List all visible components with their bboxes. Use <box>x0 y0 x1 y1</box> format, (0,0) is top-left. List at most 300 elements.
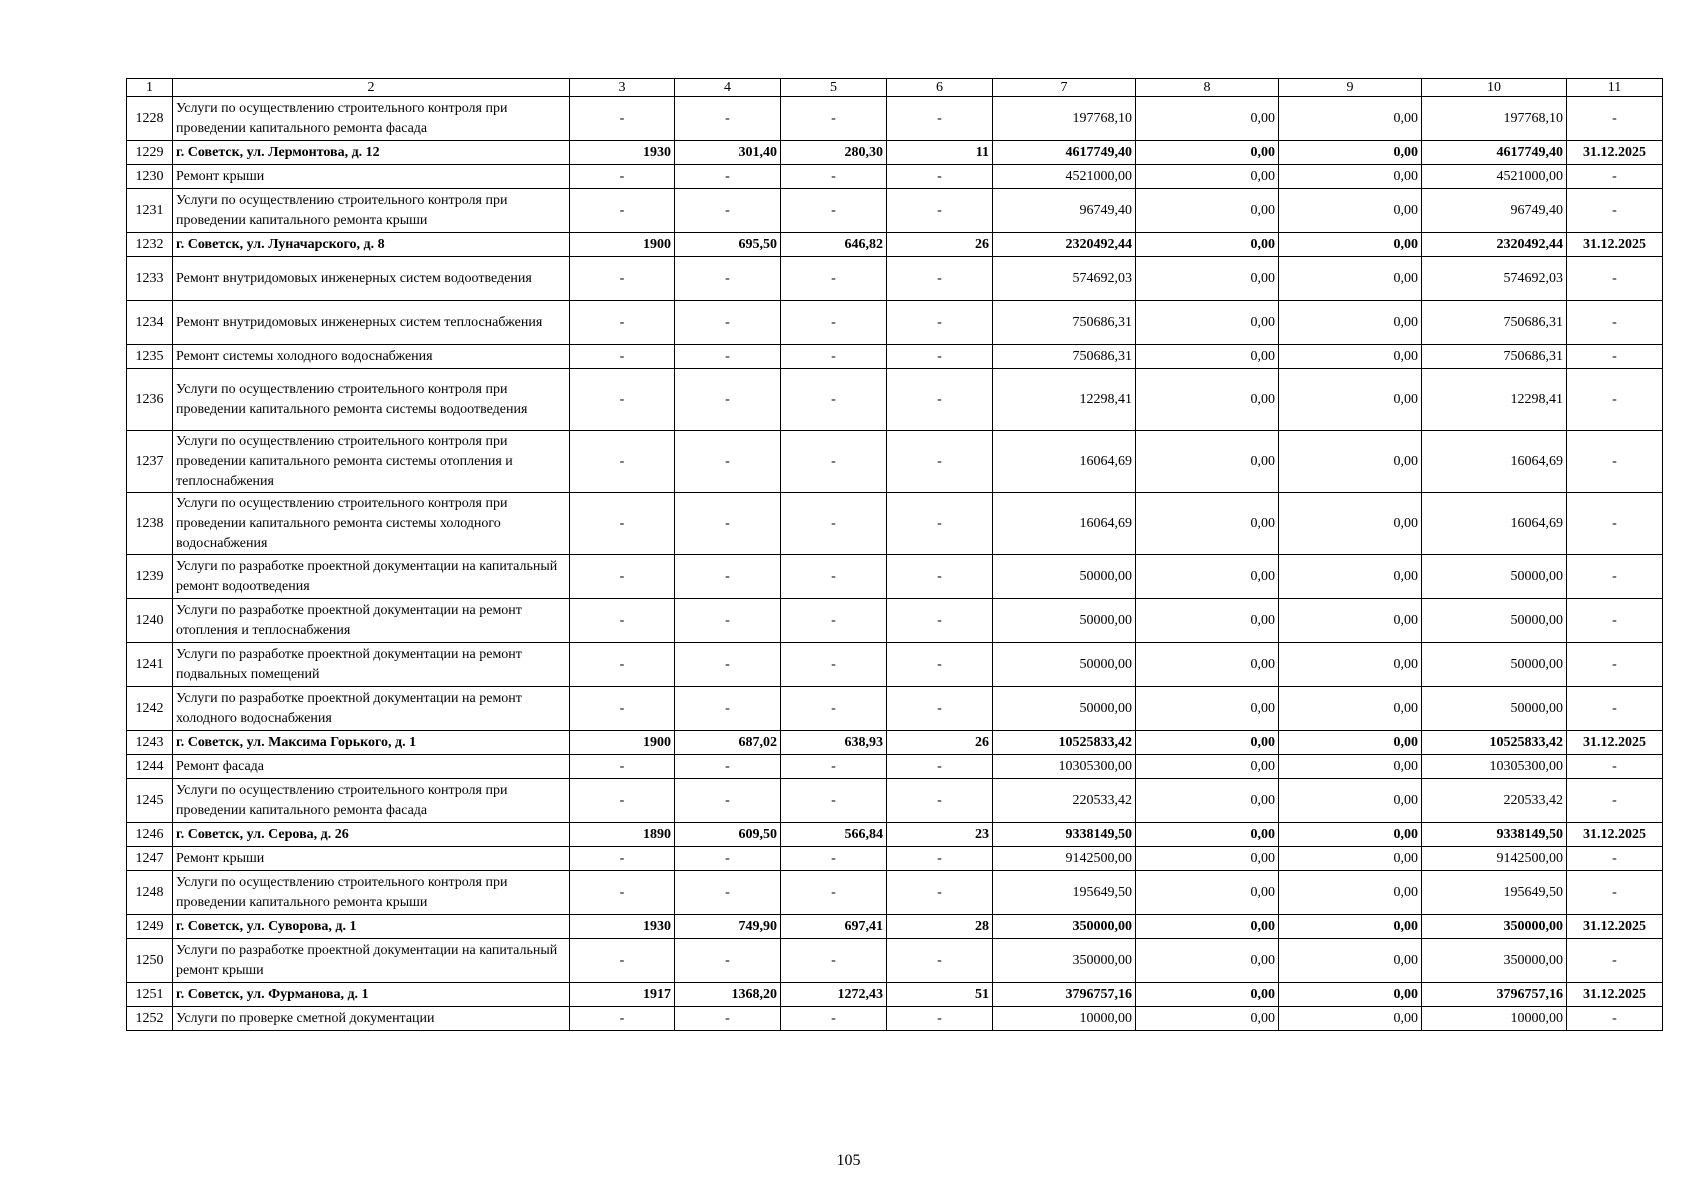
cost-total-cell: 10305300,00 <box>993 755 1136 779</box>
work-row <box>127 97 1663 141</box>
budget-cell: 0,00 <box>1279 779 1422 823</box>
budget-cell: 0,00 <box>1279 731 1422 755</box>
row-number: 1240 <box>127 599 173 643</box>
address-row <box>127 983 1663 1007</box>
owner-funds-cell: 350000,00 <box>1422 939 1567 983</box>
owner-funds-cell: 50000,00 <box>1422 599 1567 643</box>
area-living-cell: - <box>781 599 887 643</box>
cost-total-cell: 220533,42 <box>993 779 1136 823</box>
deadline-cell: 31.12.2025 <box>1567 983 1663 1007</box>
year-cell: 1900 <box>570 731 675 755</box>
budget-cell: 0,00 <box>1279 871 1422 915</box>
row-name: Услуги по разработке проектной документации на ремонт подвальных помещений <box>173 643 570 687</box>
residents-cell: - <box>887 939 993 983</box>
area-total-cell: - <box>675 643 781 687</box>
area-living-cell: - <box>781 871 887 915</box>
work-row <box>127 1007 1663 1031</box>
row-name: Ремонт внутридомовых инженерных систем водоотведения <box>173 257 570 301</box>
row-name: Ремонт системы холодного водоснабжения <box>173 345 570 369</box>
header-cell: 4 <box>675 79 781 97</box>
address-row <box>127 233 1663 257</box>
fund-support-cell: 0,00 <box>1136 731 1279 755</box>
area-total-cell: - <box>675 599 781 643</box>
area-total-cell: - <box>675 847 781 871</box>
row-number: 1229 <box>127 141 173 165</box>
budget-cell: 0,00 <box>1279 687 1422 731</box>
deadline-cell: - <box>1567 755 1663 779</box>
deadline-cell: - <box>1567 847 1663 871</box>
residents-cell: - <box>887 779 993 823</box>
owner-funds-cell: 10305300,00 <box>1422 755 1567 779</box>
fund-support-cell: 0,00 <box>1136 233 1279 257</box>
row-name: г. Советск, ул. Суворова, д. 1 <box>173 915 570 939</box>
year-cell: - <box>570 493 675 555</box>
cost-total-cell: 10525833,42 <box>993 731 1136 755</box>
cost-total-cell: 10000,00 <box>993 1007 1136 1031</box>
owner-funds-cell: 4521000,00 <box>1422 165 1567 189</box>
fund-support-cell: 0,00 <box>1136 599 1279 643</box>
row-name: Услуги по осуществлению строительного контроля при проведении капитального ремонта системы холодного водоснабжения <box>173 493 570 555</box>
area-living-cell: - <box>781 369 887 431</box>
row-number: 1249 <box>127 915 173 939</box>
residents-cell: 51 <box>887 983 993 1007</box>
area-living-cell: - <box>781 301 887 345</box>
row-number: 1232 <box>127 233 173 257</box>
residents-cell: - <box>887 301 993 345</box>
owner-funds-cell: 574692,03 <box>1422 257 1567 301</box>
row-number: 1235 <box>127 345 173 369</box>
residents-cell: - <box>887 257 993 301</box>
row-number: 1246 <box>127 823 173 847</box>
cost-total-cell: 3796757,16 <box>993 983 1136 1007</box>
area-living-cell: - <box>781 687 887 731</box>
residents-cell: 11 <box>887 141 993 165</box>
deadline-cell: - <box>1567 779 1663 823</box>
year-cell: - <box>570 599 675 643</box>
budget-cell: 0,00 <box>1279 493 1422 555</box>
work-row <box>127 301 1663 345</box>
year-cell: - <box>570 431 675 493</box>
address-row <box>127 141 1663 165</box>
cost-total-cell: 16064,69 <box>993 431 1136 493</box>
budget-cell: 0,00 <box>1279 141 1422 165</box>
area-total-cell: 695,50 <box>675 233 781 257</box>
fund-support-cell: 0,00 <box>1136 555 1279 599</box>
budget-cell: 0,00 <box>1279 189 1422 233</box>
area-living-cell: - <box>781 165 887 189</box>
row-number: 1233 <box>127 257 173 301</box>
cost-total-cell: 16064,69 <box>993 493 1136 555</box>
year-cell: - <box>570 687 675 731</box>
row-name: Услуги по осуществлению строительного контроля при проведении капитального ремонта крыши <box>173 189 570 233</box>
owner-funds-cell: 9142500,00 <box>1422 847 1567 871</box>
fund-support-cell: 0,00 <box>1136 755 1279 779</box>
year-cell: - <box>570 301 675 345</box>
residents-cell: - <box>887 847 993 871</box>
row-number: 1252 <box>127 1007 173 1031</box>
area-living-cell: - <box>781 643 887 687</box>
owner-funds-cell: 50000,00 <box>1422 643 1567 687</box>
budget-cell: 0,00 <box>1279 97 1422 141</box>
work-row <box>127 345 1663 369</box>
residents-cell: - <box>887 165 993 189</box>
address-row <box>127 915 1663 939</box>
residents-cell: - <box>887 871 993 915</box>
work-row <box>127 871 1663 915</box>
area-living-cell: - <box>781 493 887 555</box>
work-row <box>127 599 1663 643</box>
owner-funds-cell: 4617749,40 <box>1422 141 1567 165</box>
work-row <box>127 257 1663 301</box>
budget-cell: 0,00 <box>1279 599 1422 643</box>
row-number: 1248 <box>127 871 173 915</box>
budget-cell: 0,00 <box>1279 555 1422 599</box>
fund-support-cell: 0,00 <box>1136 823 1279 847</box>
cost-total-cell: 750686,31 <box>993 301 1136 345</box>
cost-total-cell: 4521000,00 <box>993 165 1136 189</box>
area-living-cell: 280,30 <box>781 141 887 165</box>
fund-support-cell: 0,00 <box>1136 779 1279 823</box>
residents-cell: - <box>887 599 993 643</box>
deadline-cell: 31.12.2025 <box>1567 915 1663 939</box>
residents-cell: 23 <box>887 823 993 847</box>
fund-support-cell: 0,00 <box>1136 369 1279 431</box>
area-total-cell: - <box>675 257 781 301</box>
deadline-cell: - <box>1567 301 1663 345</box>
data-table <box>126 78 1663 1031</box>
year-cell: 1890 <box>570 823 675 847</box>
owner-funds-cell: 750686,31 <box>1422 301 1567 345</box>
budget-cell: 0,00 <box>1279 643 1422 687</box>
budget-cell: 0,00 <box>1279 431 1422 493</box>
header-row <box>127 79 1663 97</box>
residents-cell: - <box>887 431 993 493</box>
residents-cell: - <box>887 369 993 431</box>
deadline-cell: - <box>1567 1007 1663 1031</box>
year-cell: - <box>570 939 675 983</box>
row-number: 1245 <box>127 779 173 823</box>
budget-cell: 0,00 <box>1279 301 1422 345</box>
fund-support-cell: 0,00 <box>1136 983 1279 1007</box>
row-name: г. Советск, ул. Луначарского, д. 8 <box>173 233 570 257</box>
row-name: Услуги по разработке проектной документации на ремонт отопления и теплоснабжения <box>173 599 570 643</box>
area-total-cell: - <box>675 687 781 731</box>
row-number: 1242 <box>127 687 173 731</box>
residents-cell: 26 <box>887 731 993 755</box>
deadline-cell: - <box>1567 493 1663 555</box>
year-cell: - <box>570 1007 675 1031</box>
owner-funds-cell: 10525833,42 <box>1422 731 1567 755</box>
area-total-cell: - <box>675 939 781 983</box>
budget-cell: 0,00 <box>1279 1007 1422 1031</box>
cost-total-cell: 50000,00 <box>993 643 1136 687</box>
residents-cell: - <box>887 493 993 555</box>
budget-cell: 0,00 <box>1279 983 1422 1007</box>
header-cell: 6 <box>887 79 993 97</box>
work-row <box>127 493 1663 555</box>
area-living-cell: - <box>781 1007 887 1031</box>
deadline-cell: - <box>1567 687 1663 731</box>
row-name: Ремонт внутридомовых инженерных систем теплоснабжения <box>173 301 570 345</box>
owner-funds-cell: 16064,69 <box>1422 493 1567 555</box>
area-living-cell: - <box>781 257 887 301</box>
owner-funds-cell: 10000,00 <box>1422 1007 1567 1031</box>
area-total-cell: - <box>675 189 781 233</box>
cost-total-cell: 9338149,50 <box>993 823 1136 847</box>
work-row <box>127 555 1663 599</box>
year-cell: - <box>570 97 675 141</box>
year-cell: - <box>570 643 675 687</box>
deadline-cell: - <box>1567 431 1663 493</box>
work-row <box>127 847 1663 871</box>
owner-funds-cell: 750686,31 <box>1422 345 1567 369</box>
area-living-cell: - <box>781 345 887 369</box>
owner-funds-cell: 12298,41 <box>1422 369 1567 431</box>
budget-cell: 0,00 <box>1279 847 1422 871</box>
row-number: 1244 <box>127 755 173 779</box>
area-living-cell: - <box>781 189 887 233</box>
row-number: 1230 <box>127 165 173 189</box>
row-name: Услуги по проверке сметной документации <box>173 1007 570 1031</box>
header-cell: 9 <box>1279 79 1422 97</box>
cost-total-cell: 9142500,00 <box>993 847 1136 871</box>
row-number: 1243 <box>127 731 173 755</box>
row-name: Услуги по разработке проектной документации на ремонт холодного водоснабжения <box>173 687 570 731</box>
header-cell: 5 <box>781 79 887 97</box>
residents-cell: 28 <box>887 915 993 939</box>
fund-support-cell: 0,00 <box>1136 1007 1279 1031</box>
row-name: Ремонт фасада <box>173 755 570 779</box>
row-name: Услуги по разработке проектной документации на капитальный ремонт крыши <box>173 939 570 983</box>
area-total-cell: 1368,20 <box>675 983 781 1007</box>
row-number: 1236 <box>127 369 173 431</box>
cost-total-cell: 50000,00 <box>993 555 1136 599</box>
header-cell: 10 <box>1422 79 1567 97</box>
area-total-cell: - <box>675 493 781 555</box>
cost-total-cell: 195649,50 <box>993 871 1136 915</box>
area-total-cell: - <box>675 97 781 141</box>
header-cell: 1 <box>127 79 173 97</box>
deadline-cell: 31.12.2025 <box>1567 731 1663 755</box>
year-cell: - <box>570 189 675 233</box>
budget-cell: 0,00 <box>1279 915 1422 939</box>
owner-funds-cell: 220533,42 <box>1422 779 1567 823</box>
owner-funds-cell: 50000,00 <box>1422 687 1567 731</box>
work-row <box>127 687 1663 731</box>
deadline-cell: - <box>1567 165 1663 189</box>
fund-support-cell: 0,00 <box>1136 189 1279 233</box>
cost-total-cell: 4617749,40 <box>993 141 1136 165</box>
work-row <box>127 755 1663 779</box>
cost-total-cell: 350000,00 <box>993 939 1136 983</box>
owner-funds-cell: 9338149,50 <box>1422 823 1567 847</box>
owner-funds-cell: 3796757,16 <box>1422 983 1567 1007</box>
cost-total-cell: 750686,31 <box>993 345 1136 369</box>
year-cell: - <box>570 555 675 599</box>
fund-support-cell: 0,00 <box>1136 345 1279 369</box>
deadline-cell: 31.12.2025 <box>1567 823 1663 847</box>
fund-support-cell: 0,00 <box>1136 643 1279 687</box>
table-body <box>127 97 1663 1031</box>
residents-cell: 26 <box>887 233 993 257</box>
area-total-cell: - <box>675 301 781 345</box>
work-row <box>127 189 1663 233</box>
owner-funds-cell: 2320492,44 <box>1422 233 1567 257</box>
fund-support-cell: 0,00 <box>1136 97 1279 141</box>
area-total-cell: - <box>675 345 781 369</box>
year-cell: - <box>570 779 675 823</box>
fund-support-cell: 0,00 <box>1136 915 1279 939</box>
area-living-cell: 566,84 <box>781 823 887 847</box>
deadline-cell: - <box>1567 599 1663 643</box>
residents-cell: - <box>887 97 993 141</box>
row-name: г. Советск, ул. Лермонтова, д. 12 <box>173 141 570 165</box>
deadline-cell: - <box>1567 97 1663 141</box>
row-number: 1228 <box>127 97 173 141</box>
work-row <box>127 369 1663 431</box>
cost-total-cell: 574692,03 <box>993 257 1136 301</box>
area-total-cell: - <box>675 755 781 779</box>
owner-funds-cell: 197768,10 <box>1422 97 1567 141</box>
residents-cell: - <box>887 555 993 599</box>
area-total-cell: - <box>675 555 781 599</box>
work-row <box>127 643 1663 687</box>
deadline-cell: - <box>1567 257 1663 301</box>
area-living-cell: - <box>781 779 887 823</box>
row-number: 1239 <box>127 555 173 599</box>
owner-funds-cell: 96749,40 <box>1422 189 1567 233</box>
cost-total-cell: 12298,41 <box>993 369 1136 431</box>
row-name: г. Советск, ул. Фурманова, д. 1 <box>173 983 570 1007</box>
work-row <box>127 939 1663 983</box>
area-living-cell: 1272,43 <box>781 983 887 1007</box>
row-number: 1238 <box>127 493 173 555</box>
cost-total-cell: 350000,00 <box>993 915 1136 939</box>
row-number: 1250 <box>127 939 173 983</box>
work-row <box>127 779 1663 823</box>
cost-total-cell: 96749,40 <box>993 189 1136 233</box>
deadline-cell: - <box>1567 345 1663 369</box>
fund-support-cell: 0,00 <box>1136 257 1279 301</box>
deadline-cell: - <box>1567 555 1663 599</box>
row-number: 1234 <box>127 301 173 345</box>
deadline-cell: 31.12.2025 <box>1567 233 1663 257</box>
year-cell: 1917 <box>570 983 675 1007</box>
deadline-cell: - <box>1567 189 1663 233</box>
row-name: г. Советск, ул. Серова, д. 26 <box>173 823 570 847</box>
row-number: 1247 <box>127 847 173 871</box>
area-living-cell: 638,93 <box>781 731 887 755</box>
cost-total-cell: 50000,00 <box>993 687 1136 731</box>
fund-support-cell: 0,00 <box>1136 847 1279 871</box>
budget-cell: 0,00 <box>1279 233 1422 257</box>
cost-total-cell: 50000,00 <box>993 599 1136 643</box>
budget-cell: 0,00 <box>1279 257 1422 301</box>
address-row <box>127 823 1663 847</box>
header-cell: 7 <box>993 79 1136 97</box>
area-total-cell: - <box>675 165 781 189</box>
header-cell: 8 <box>1136 79 1279 97</box>
deadline-cell: 31.12.2025 <box>1567 141 1663 165</box>
year-cell: 1900 <box>570 233 675 257</box>
year-cell: - <box>570 755 675 779</box>
address-row <box>127 731 1663 755</box>
row-name: Услуги по осуществлению строительного контроля при проведении капитального ремонта фасада <box>173 779 570 823</box>
year-cell: - <box>570 847 675 871</box>
area-living-cell: - <box>781 431 887 493</box>
row-name: Ремонт крыши <box>173 847 570 871</box>
budget-cell: 0,00 <box>1279 369 1422 431</box>
owner-funds-cell: 16064,69 <box>1422 431 1567 493</box>
row-number: 1241 <box>127 643 173 687</box>
row-number: 1237 <box>127 431 173 493</box>
area-total-cell: - <box>675 369 781 431</box>
header-cell: 2 <box>173 79 570 97</box>
residents-cell: - <box>887 755 993 779</box>
work-row <box>127 431 1663 493</box>
fund-support-cell: 0,00 <box>1136 141 1279 165</box>
deadline-cell: - <box>1567 369 1663 431</box>
area-total-cell: 301,40 <box>675 141 781 165</box>
row-name: Услуги по осуществлению строительного контроля при проведении капитального ремонта системы отопления и теплоснабжения <box>173 431 570 493</box>
header-cell: 11 <box>1567 79 1663 97</box>
year-cell: 1930 <box>570 915 675 939</box>
area-living-cell: - <box>781 97 887 141</box>
fund-support-cell: 0,00 <box>1136 687 1279 731</box>
year-cell: - <box>570 871 675 915</box>
residents-cell: - <box>887 345 993 369</box>
residents-cell: - <box>887 643 993 687</box>
deadline-cell: - <box>1567 939 1663 983</box>
residents-cell: - <box>887 1007 993 1031</box>
budget-cell: 0,00 <box>1279 939 1422 983</box>
year-cell: - <box>570 345 675 369</box>
area-living-cell: 697,41 <box>781 915 887 939</box>
row-name: Услуги по осуществлению строительного контроля при проведении капитального ремонта системы водоотведения <box>173 369 570 431</box>
area-living-cell: - <box>781 755 887 779</box>
area-total-cell: - <box>675 431 781 493</box>
year-cell: - <box>570 369 675 431</box>
fund-support-cell: 0,00 <box>1136 301 1279 345</box>
year-cell: - <box>570 257 675 301</box>
area-total-cell: - <box>675 871 781 915</box>
owner-funds-cell: 350000,00 <box>1422 915 1567 939</box>
row-name: Ремонт крыши <box>173 165 570 189</box>
budget-cell: 0,00 <box>1279 823 1422 847</box>
residents-cell: - <box>887 687 993 731</box>
fund-support-cell: 0,00 <box>1136 431 1279 493</box>
area-living-cell: - <box>781 555 887 599</box>
row-name: Услуги по осуществлению строительного контроля при проведении капитального ремонта крыши <box>173 871 570 915</box>
page-number: 105 <box>836 1152 861 1169</box>
row-number: 1251 <box>127 983 173 1007</box>
area-total-cell: - <box>675 1007 781 1031</box>
row-name: Услуги по разработке проектной документации на капитальный ремонт водоотведения <box>173 555 570 599</box>
cost-total-cell: 197768,10 <box>993 97 1136 141</box>
area-total-cell: - <box>675 779 781 823</box>
year-cell: - <box>570 165 675 189</box>
fund-support-cell: 0,00 <box>1136 939 1279 983</box>
residents-cell: - <box>887 189 993 233</box>
header-cell: 3 <box>570 79 675 97</box>
work-row <box>127 165 1663 189</box>
year-cell: 1930 <box>570 141 675 165</box>
row-name: г. Советск, ул. Максима Горького, д. 1 <box>173 731 570 755</box>
area-living-cell: - <box>781 939 887 983</box>
budget-cell: 0,00 <box>1279 165 1422 189</box>
area-total-cell: 749,90 <box>675 915 781 939</box>
fund-support-cell: 0,00 <box>1136 493 1279 555</box>
